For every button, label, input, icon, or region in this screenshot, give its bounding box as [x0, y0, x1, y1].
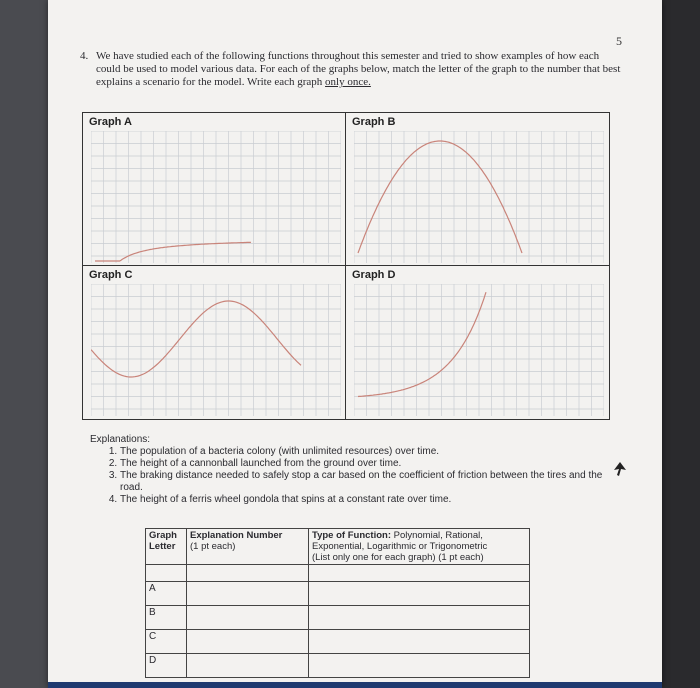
- answer-explanation-d[interactable]: [187, 654, 309, 678]
- graph-d-title: Graph D: [352, 269, 396, 281]
- table-row: [146, 606, 530, 630]
- explanation-item-3: 3. The braking distance needed to safely stop a car based on the coefficient of friction between the tires and the road.: [120, 470, 610, 494]
- graph-c-curve: [91, 301, 301, 377]
- question-number: 4.: [80, 50, 89, 62]
- answer-type-b[interactable]: [309, 606, 530, 630]
- answer-explanation-a[interactable]: [187, 582, 309, 606]
- explanation-item-2: 2. The height of a cannonball launched from the ground over time.: [120, 458, 610, 470]
- table-row: [146, 630, 530, 654]
- answer-explanation-b[interactable]: [187, 606, 309, 630]
- answer-type-d[interactable]: [309, 654, 530, 678]
- desk-background-right: [660, 0, 700, 688]
- row-letter-a: A: [146, 582, 187, 606]
- table-row: [146, 565, 530, 582]
- explanations-heading: Explanations:: [90, 434, 151, 445]
- blank-type-cell[interactable]: [309, 565, 530, 582]
- explanation-item-4: 4. The height of a ferris wheel gondola that spins at a constant rate over time.: [120, 494, 610, 506]
- header-explanation-number: Explanation Number (1 pt each): [187, 529, 309, 565]
- graph-c-title: Graph C: [89, 269, 133, 281]
- question-emphasis: only once.: [325, 76, 371, 88]
- graph-a-title: Graph A: [89, 116, 132, 128]
- answer-explanation-c[interactable]: [187, 630, 309, 654]
- answer-type-c[interactable]: [309, 630, 530, 654]
- row-letter-d: D: [146, 654, 187, 678]
- table-row: [146, 654, 530, 678]
- question-text: [80, 50, 626, 89]
- graph-d-gridlines: [354, 284, 604, 416]
- graph-b-plot: [354, 131, 604, 263]
- explanation-item-1: 1. The population of a bacteria colony (with unlimited resources) over time.: [120, 446, 610, 458]
- graph-d-panel: [346, 266, 609, 419]
- mouse-pointer-icon: [614, 462, 626, 476]
- blank-explanation-cell[interactable]: [187, 565, 309, 582]
- answer-type-a[interactable]: [309, 582, 530, 606]
- graph-a-curve: [95, 242, 251, 261]
- answer-table-header: [146, 529, 530, 565]
- graph-c-plot: [91, 284, 341, 416]
- answer-table: [145, 528, 530, 678]
- table-row: [146, 582, 530, 606]
- graph-c-panel: [83, 266, 346, 419]
- worksheet-page: [48, 0, 662, 688]
- row-letter-b: B: [146, 606, 187, 630]
- graph-b-gridlines: [354, 131, 604, 263]
- graph-a-panel: [83, 113, 346, 266]
- graphs-grid: [82, 112, 610, 420]
- graph-b-title: Graph B: [352, 116, 396, 128]
- graph-a-plot: [91, 131, 341, 263]
- header-graph-letter: Graph Letter: [146, 529, 187, 565]
- graph-b-panel: [346, 113, 609, 266]
- graph-b-curve: [358, 141, 522, 253]
- header-function-type: Type of Function: Polynomial, Rational, Exponential, Logarithmic or Trigonometric (List only one for each graph) (1 pt each): [309, 529, 530, 565]
- explanations-section: [90, 434, 610, 506]
- graph-d-plot: [354, 284, 604, 416]
- question-body: We have studied each of the following functions throughout this semester and tried to show examples of how each could be used to model various data. For each of the graphs below, match the letter of the graph to the number that best explains a scenario for the model. Write each graph: [96, 50, 621, 88]
- page-number: 5: [616, 34, 622, 48]
- screen-edge-bar: [48, 682, 662, 688]
- row-letter-c: C: [146, 630, 187, 654]
- explanations-list: [90, 446, 610, 506]
